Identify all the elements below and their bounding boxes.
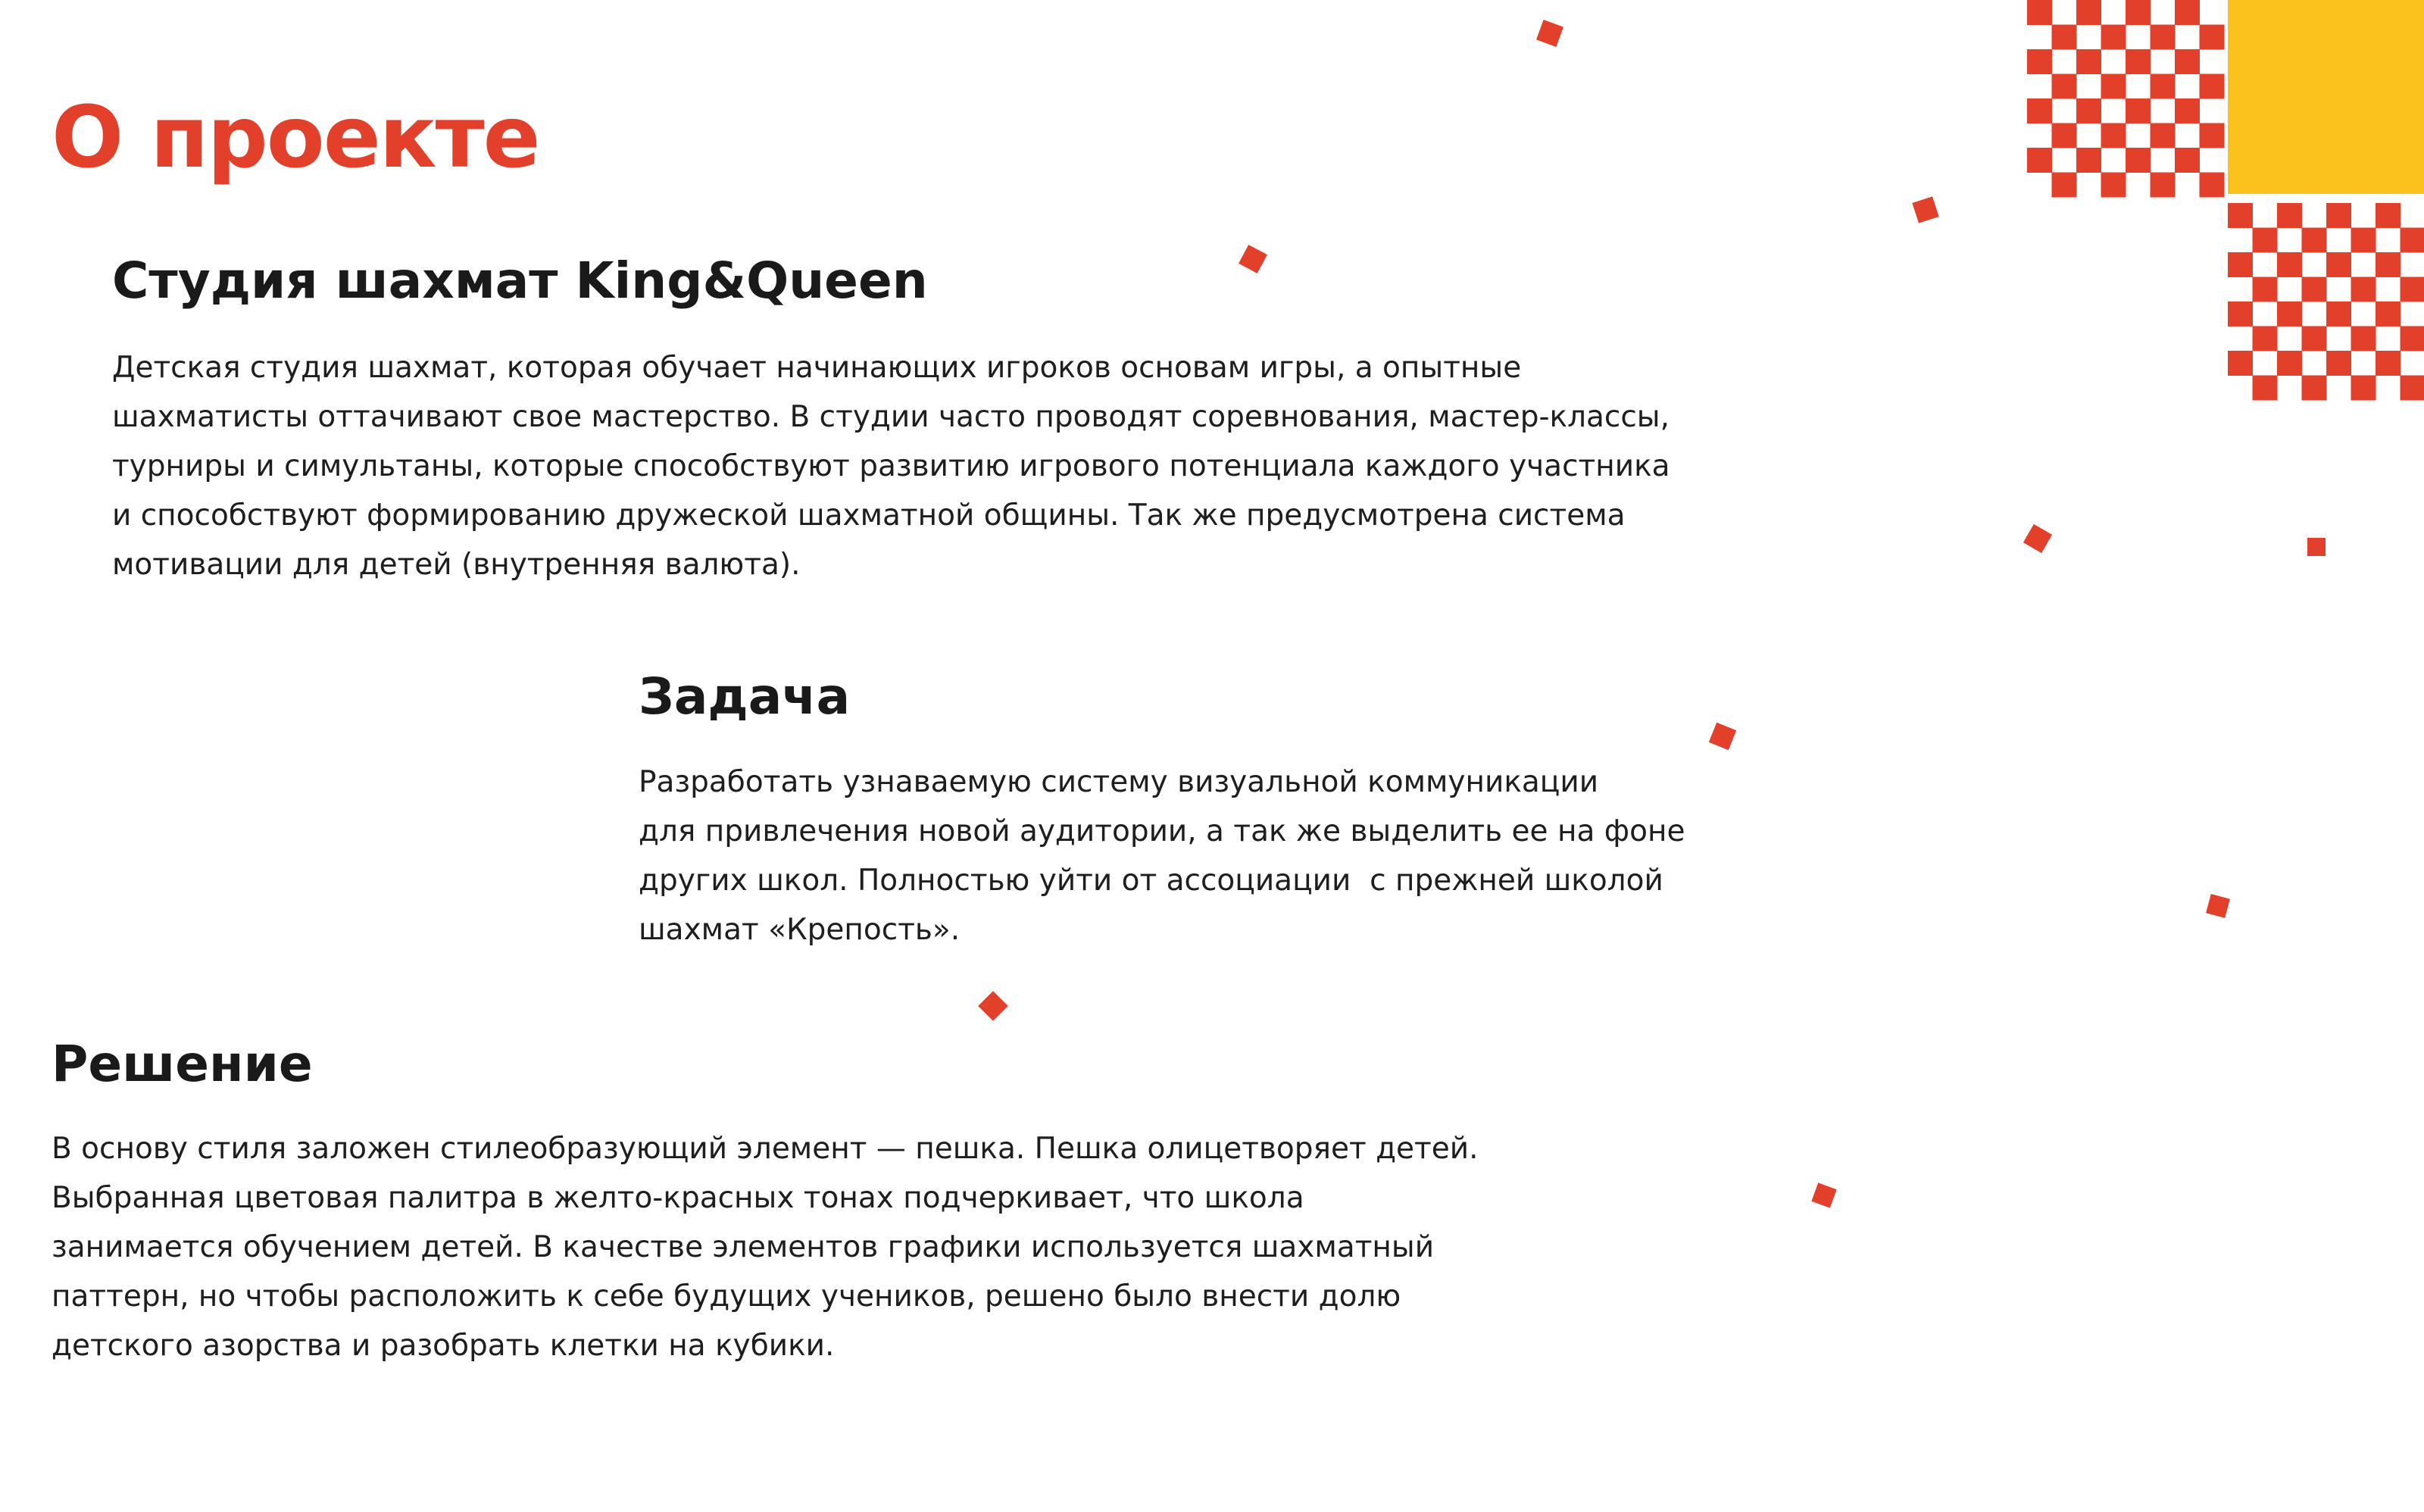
checker-cell: [2052, 74, 2077, 99]
confetti-cube: [978, 991, 1008, 1021]
checker-cell: [2052, 25, 2077, 50]
studio-description-line: Детская студия шахмат, которая обучает начинающих игроков основам игры, а опытные: [112, 351, 1522, 385]
checker-cell: [2326, 351, 2351, 376]
checker-cell: [2326, 301, 2351, 326]
checker-cell: [2376, 252, 2401, 277]
checker-cell: [2175, 0, 2200, 25]
checker-cell: [2200, 74, 2225, 99]
confetti-cube: [1912, 196, 1938, 223]
checker-cell: [2351, 228, 2376, 253]
checker-cell: [2302, 376, 2327, 401]
checker-cell: [2126, 49, 2151, 74]
studio-description-line: мотивации для детей (внутренняя валюта).: [112, 548, 801, 582]
solution-description-line: Выбранная цветовая палитра в желто-красных тонах подчеркивает, что школа: [52, 1181, 1304, 1215]
confetti-cube: [1536, 20, 1563, 47]
checker-cell: [2277, 252, 2302, 277]
checker-cell: [2302, 228, 2327, 253]
checker-cell: [2027, 49, 2052, 74]
checker-cell: [2376, 203, 2401, 228]
checker-cell: [2175, 49, 2200, 74]
checker-cell: [2027, 148, 2052, 173]
checker-cell: [2302, 277, 2327, 302]
checker-cell: [2076, 0, 2101, 25]
checker-cell: [2253, 277, 2278, 302]
checker-cell: [2175, 98, 2200, 123]
task-description-line: Разработать узнаваемую систему визуальной коммуникации: [639, 765, 1599, 799]
solution-description-line: В основу стиля заложен стилеобразующий элемент — пешка. Пешка олицетворяет детей.: [52, 1132, 1479, 1166]
confetti-cube: [1239, 245, 1267, 273]
checker-cell: [2351, 376, 2376, 401]
checker-cell: [2253, 376, 2278, 401]
checker-cell: [2200, 25, 2225, 50]
checker-cell: [2027, 98, 2052, 123]
checker-cell: [2401, 376, 2424, 401]
checker-cell: [2076, 49, 2101, 74]
checker-cell: [2200, 123, 2225, 148]
checker-cell: [2027, 0, 2052, 25]
page-title: О проекте: [52, 89, 539, 187]
studio-heading: Студия шахмат King&Queen: [112, 251, 928, 310]
checker-cell: [2151, 74, 2176, 99]
solution-description-line: паттерн, но чтобы расположить к себе будущих учеников, решено было внести долю: [52, 1279, 1401, 1314]
task-description-line: шахмат «Крепость».: [639, 913, 961, 947]
checker-cell: [2101, 74, 2126, 99]
checker-cell: [2401, 228, 2424, 253]
checker-cell: [2228, 351, 2253, 376]
checker-cell: [2376, 351, 2401, 376]
checker-cell: [2052, 123, 2077, 148]
checker-cell: [2126, 98, 2151, 123]
checker-cell: [2200, 173, 2225, 198]
solution-description-line: детского азорства и разобрать клетки на кубики.: [52, 1329, 835, 1363]
checker-pattern-top: [2027, 0, 2225, 198]
scattered-cubes: [978, 20, 2326, 1208]
solution-description: [52, 1124, 1479, 1370]
checker-cell: [2351, 326, 2376, 351]
checker-cell: [2228, 252, 2253, 277]
confetti-cube: [2206, 894, 2230, 918]
checker-cell: [2076, 98, 2101, 123]
checker-cell: [2376, 301, 2401, 326]
checker-cell: [2253, 326, 2278, 351]
checker-cell: [2076, 148, 2101, 173]
studio-description: [112, 343, 1670, 589]
checker-pattern-bottom: [2228, 203, 2424, 401]
confetti-cube: [1811, 1182, 1836, 1207]
checker-cell: [2126, 0, 2151, 25]
checker-cell: [2401, 277, 2424, 302]
checker-cell: [2101, 25, 2126, 50]
checker-cell: [2228, 301, 2253, 326]
solution-description-line: занимается обучением детей. В качестве элементов графики используется шахматный: [52, 1230, 1435, 1264]
task-heading: Задача: [639, 667, 851, 726]
checker-cell: [2277, 351, 2302, 376]
confetti-cube: [1709, 723, 1736, 750]
checker-cell: [2277, 203, 2302, 228]
checker-cell: [2151, 25, 2176, 50]
checker-cell: [2277, 301, 2302, 326]
checker-cell: [2326, 203, 2351, 228]
checker-cell: [2101, 123, 2126, 148]
task-description: [639, 758, 1685, 954]
checker-cell: [2126, 148, 2151, 173]
studio-description-line: турниры и симультаны, которые способствуют развитию игрового потенциала каждого участника: [112, 449, 1670, 483]
task-description-line: для привлечения новой аудитории, а так же выделить ее на фоне: [639, 814, 1685, 848]
checker-cell: [2302, 326, 2327, 351]
checker-cell: [2151, 123, 2176, 148]
checker-cell: [2175, 148, 2200, 173]
yellow-block: [2228, 0, 2424, 194]
solution-heading: Решение: [52, 1035, 313, 1093]
confetti-cube: [2023, 524, 2052, 553]
checker-cell: [2253, 228, 2278, 253]
checker-cell: [2401, 326, 2424, 351]
checker-cell: [2326, 252, 2351, 277]
checker-cell: [2228, 203, 2253, 228]
confetti-cube: [2307, 538, 2326, 556]
studio-description-line: шахматисты оттачивают свое мастерство. В студии часто проводят соревнования, мастер-классы,: [112, 400, 1670, 434]
checker-cell: [2101, 173, 2126, 198]
checker-cell: [2052, 173, 2077, 198]
studio-description-line: и способствуют формированию дружеской шахматной общины. Так же предусмотрена система: [112, 498, 1626, 533]
checker-cell: [2351, 277, 2376, 302]
task-description-line: других школ. Полностью уйти от ассоциации с прежней школой: [639, 864, 1663, 898]
checker-cell: [2151, 173, 2176, 198]
